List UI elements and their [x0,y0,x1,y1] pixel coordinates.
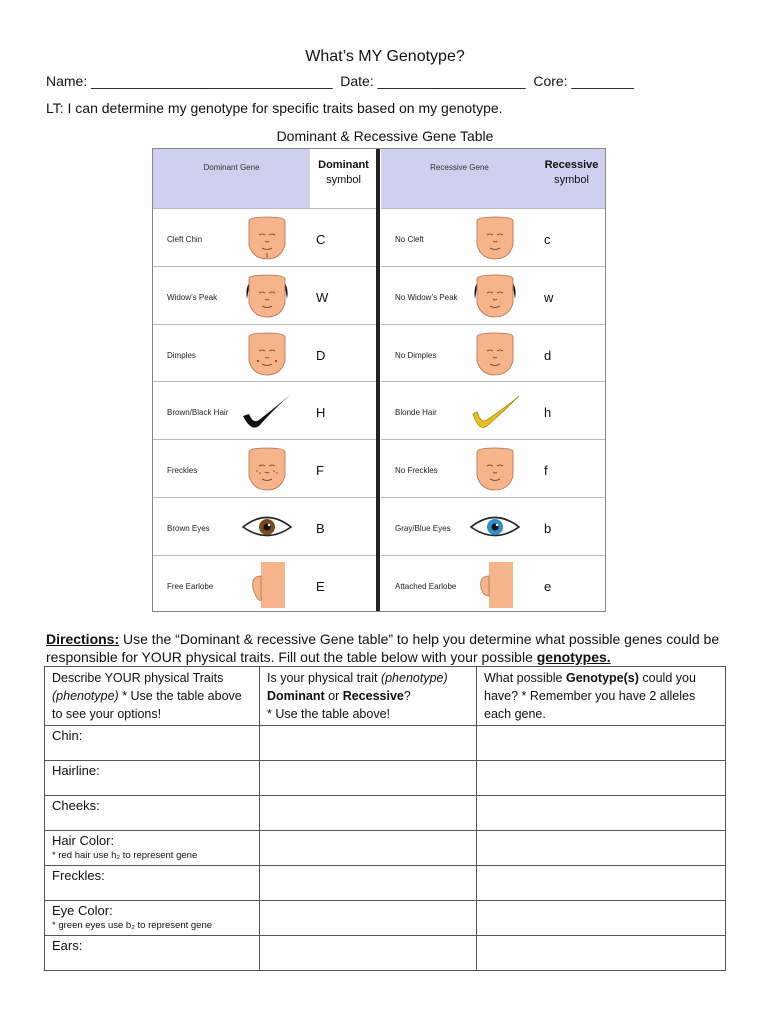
directions-text: Use the “Dominant & recessive Gene table” to help you determine what possible genes could be responsible for YOUR physical traits. Fill out the table below with your possible [46,631,720,665]
trait-row [45,936,726,971]
trait-row [45,761,726,796]
col-dominance-header: Is your physical trait (phenotype) Dominant or Recessive? * Use the table above! [260,667,477,726]
recessive-symbol: d [544,347,552,363]
recessive-row [381,266,605,324]
recessive-symbol-header: Recessive symbol [538,149,605,208]
free-earlobe-icon [237,562,297,608]
dominant-trait-name: Brown Eyes [167,524,210,533]
dominance-answer-cell[interactable] [260,901,477,936]
trait-row [45,726,726,761]
dominance-answer-cell[interactable] [260,796,477,831]
table-divider [376,149,380,611]
worksheet-header-row [45,667,726,726]
dominant-trait-name: Brown/Black Hair [167,408,229,418]
dominant-symbol: B [316,521,325,536]
genotype-answer-cell[interactable] [477,726,726,761]
gene-table [152,148,606,612]
dominant-row [153,439,377,497]
dominant-row [153,324,377,382]
col-genotype-header: What possible Genotype(s) could you have? * Remember you have 2 alleles each gene. [477,667,726,726]
recessive-header [381,149,605,208]
genotype-worksheet-table [44,666,726,971]
recessive-trait-name: No Dimples [395,350,437,360]
trait-label: Ears: [52,938,83,953]
dominant-symbol: W [316,289,329,305]
trait-label-cell [45,901,260,936]
recessive-symbol: b [544,521,552,536]
recessive-row [381,497,605,555]
trait-label-cell [45,796,260,831]
dominant-gene-header: Dominant Gene [203,163,260,172]
face-widows-peak-icon [237,273,297,319]
recessive-row [381,324,605,382]
recessive-trait-name: No Cleft [395,235,424,244]
dominant-row [153,381,377,439]
dominant-symbol-header: Dominant symbol [318,159,369,186]
recessive-trait-name: Attached Earlobe [395,581,457,591]
dominance-answer-cell[interactable] [260,866,477,901]
trait-row [45,831,726,866]
face-no-widows-peak-icon [465,273,525,319]
trait-row [45,796,726,831]
trait-label-cell [45,726,260,761]
learning-target: LT: I can determine my genotype for specific traits based on my genotype. [46,100,503,116]
trait-label: Eye Color: [52,903,113,918]
genotype-answer-cell[interactable] [477,866,726,901]
trait-label: Cheeks: [52,798,100,813]
directions [46,630,726,666]
genotype-answer-cell[interactable] [477,796,726,831]
trait-label: Hair Color: [52,833,115,848]
trait-row [45,901,726,936]
recessive-row [381,439,605,497]
trait-label: Hairline: [52,763,100,778]
dominant-trait-name: Freckles [167,466,198,476]
recessive-trait-name: No Widow’s Peak [395,292,458,302]
dominant-trait-name: Widow’s Peak [167,292,218,302]
dominant-row [153,266,377,324]
recessive-symbol: c [544,232,551,247]
dominant-symbol: H [316,405,326,421]
trait-label: Freckles: [52,868,105,883]
recessive-trait-name: No Freckles [395,466,438,476]
name-date-core-line[interactable]: Name: _______________________________ Date: ___________________ Core: ________ [46,73,634,89]
dominance-answer-cell[interactable] [260,726,477,761]
recessive-row [381,555,605,613]
dominant-row [153,208,377,266]
genotype-answer-cell[interactable] [477,761,726,796]
dominant-trait-name: Dimples [167,350,196,360]
dominant-trait-name: Cleft Chin [167,235,203,244]
gene-table-title: Dominant & Recessive Gene Table [276,128,494,144]
face-cleft-chin-icon [237,215,297,261]
dominance-answer-cell[interactable] [260,936,477,971]
page-title: What’s MY Genotype? [305,48,465,65]
directions-emphasis: genotypes. [536,649,611,665]
face-dimples-icon [237,331,297,377]
dominant-row [153,497,377,555]
col-traits-header: Describe YOUR physical Traits (phenotype) * Use the table above to see your options! [45,667,260,726]
recessive-symbol: w [544,289,554,305]
dominant-row [153,555,377,613]
recessive-column [381,149,605,611]
dark-hair-icon [237,388,297,434]
face-no-cleft-icon [465,215,525,261]
dominant-header [153,149,377,208]
trait-label-cell [45,831,260,866]
dominant-symbol: E [316,578,325,594]
dominant-column [153,149,377,611]
trait-label: Chin: [52,728,83,743]
directions-label: Directions: [46,631,120,647]
trait-label-cell [45,866,260,901]
dominant-symbol: D [316,347,326,363]
recessive-symbol: f [544,463,548,479]
face-no-dimples-icon [465,331,525,377]
recessive-trait-name: Blonde Hair [395,408,437,418]
attached-earlobe-icon [465,562,525,608]
trait-row [45,866,726,901]
genotype-answer-cell[interactable] [477,936,726,971]
recessive-symbol: e [544,578,552,594]
trait-note: * green eyes use b₂ to represent gene [52,920,213,931]
dominance-answer-cell[interactable] [260,761,477,796]
recessive-trait-name: Gray/Blue Eyes [395,524,451,533]
dominant-symbol: C [316,232,326,247]
genotype-answer-cell[interactable] [477,901,726,936]
recessive-row [381,381,605,439]
recessive-row [381,208,605,266]
genotype-answer-cell[interactable] [477,831,726,866]
trait-label-cell [45,761,260,796]
dominant-symbol: F [316,463,324,479]
face-freckles-icon [237,446,297,492]
recessive-gene-header: Recessive Gene [430,163,489,172]
dominant-trait-name: Free Earlobe [167,581,214,591]
brown-eye-icon [237,504,297,550]
trait-note: * red hair use h₂ to represent gene [52,850,198,861]
blue-eye-icon [465,504,525,550]
face-no-freckles-icon [465,446,525,492]
trait-label-cell [45,936,260,971]
dominance-answer-cell[interactable] [260,831,477,866]
recessive-symbol: h [544,405,552,421]
blonde-hair-icon [465,388,525,434]
